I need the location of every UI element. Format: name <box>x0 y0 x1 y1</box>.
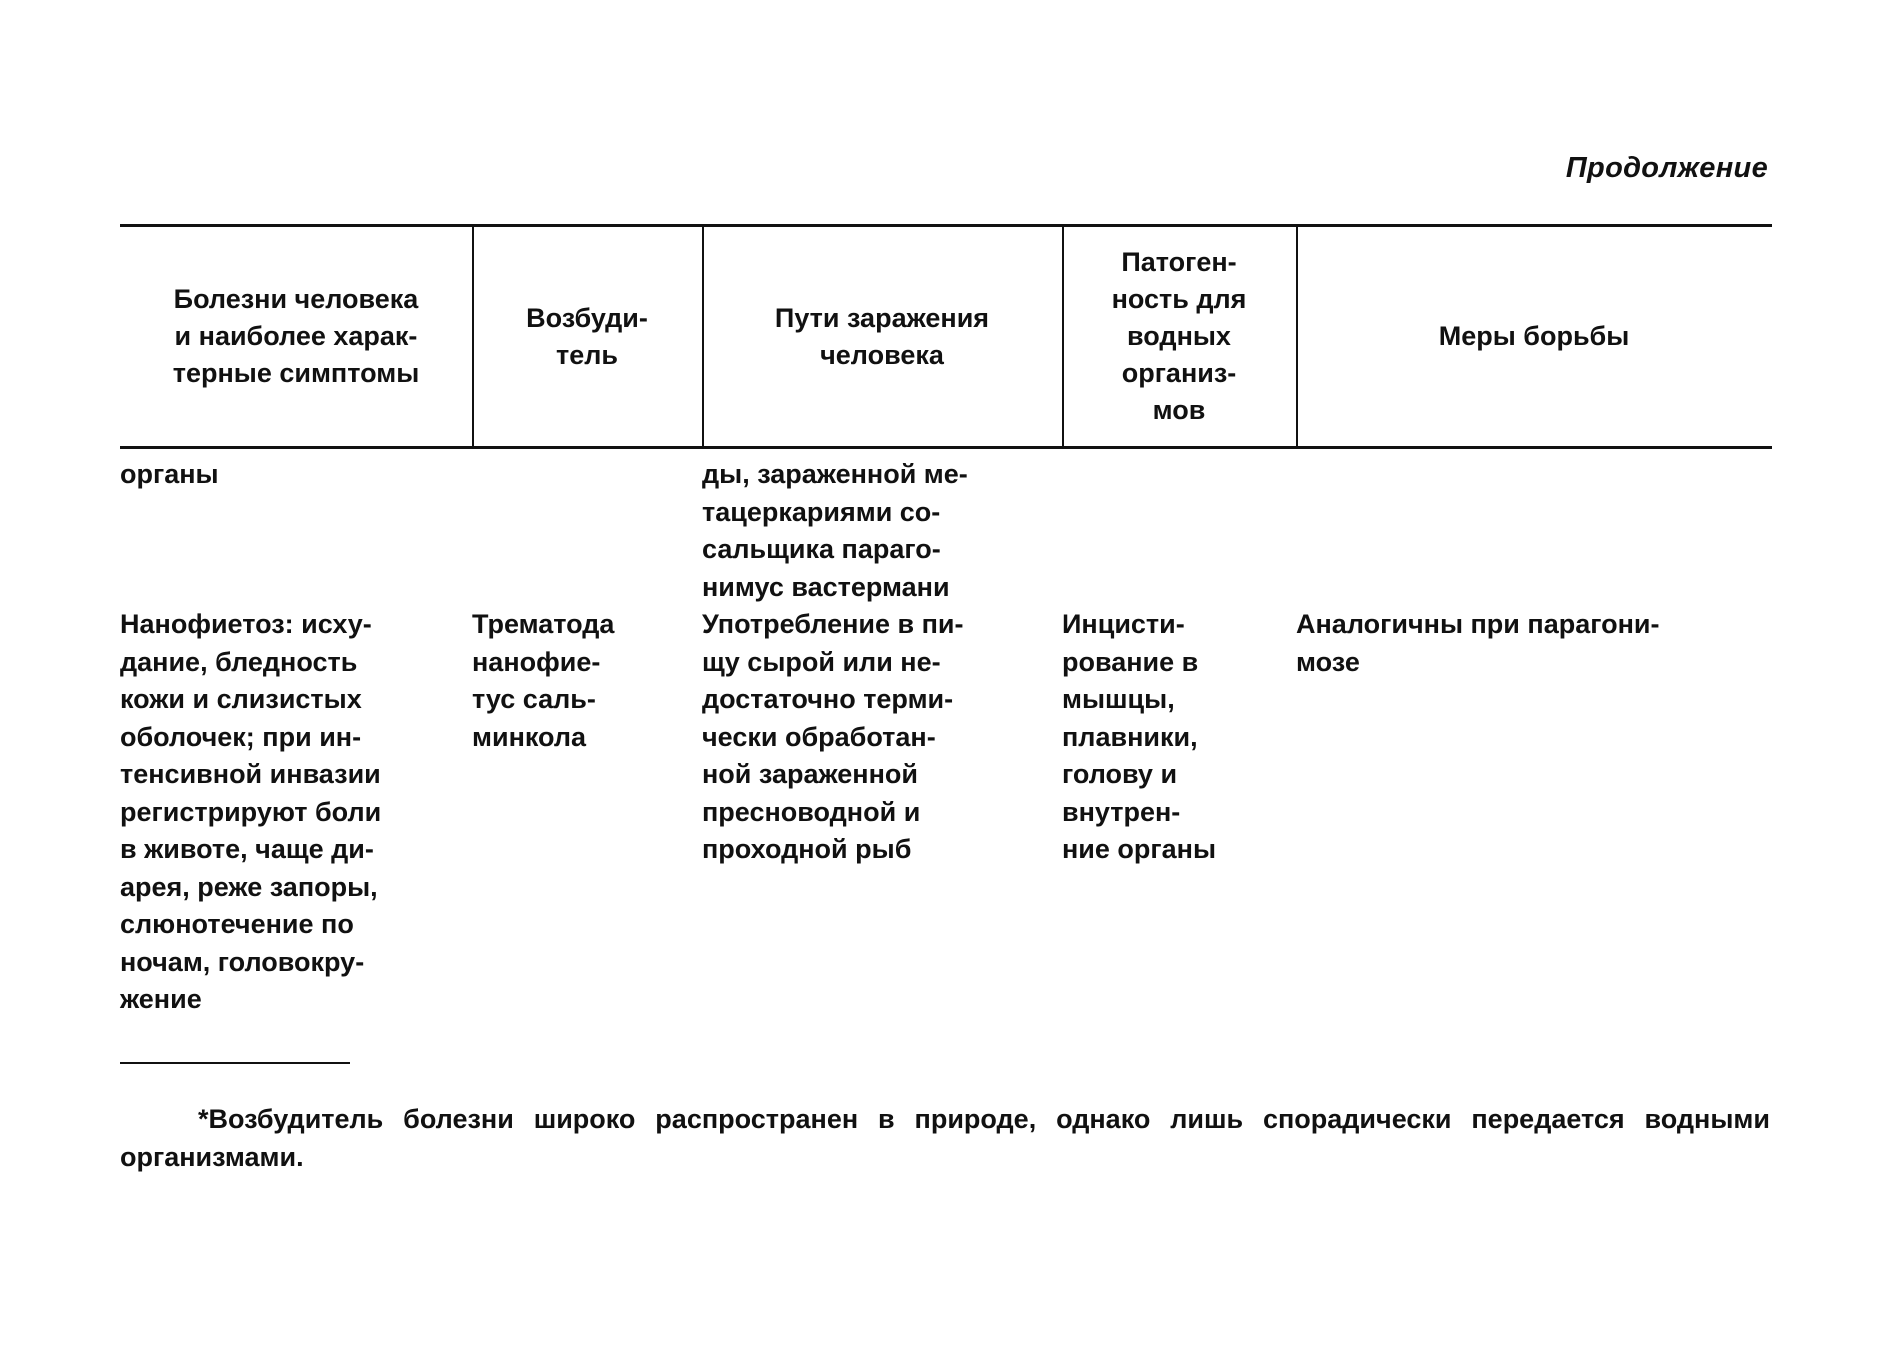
header-pathogen <box>472 227 702 446</box>
header-infection-routes <box>702 227 1062 446</box>
header-diseases <box>120 227 472 446</box>
cell-diseases: органы <box>120 459 219 489</box>
cell-diseases: Нанофиетоз: исху- дание, бледность кожи и слизистых оболочек; при ин- тенсивной инвазии регистрируют боли в животе, чаще ди- арея, реже запоры, слюнотечение по ночам, головокру- жение <box>120 609 382 1014</box>
header-control-measures <box>1296 227 1772 446</box>
header-pathogenicity <box>1062 227 1296 446</box>
cell-pathogenicity: Инцисти- рование в мышцы, плавники, голову и внутрен- ние органы <box>1062 609 1217 864</box>
table-header <box>120 224 1772 449</box>
header-pathogen-text: Возбуди- тель <box>526 302 648 370</box>
header-diseases-text: Болезни человека и наиболее харак- терные симптомы <box>172 284 420 388</box>
cell-pathogen: Трематода нанофие- тус саль- минкола <box>472 609 615 752</box>
header-infection-routes-text: Пути заражения человека <box>774 302 990 370</box>
continuation-label: Продолжение <box>1565 152 1768 184</box>
cell-control-measures: Аналогичны при парагони- мозе <box>1296 609 1660 677</box>
column-divider <box>702 227 704 446</box>
footnote: *Возбудитель болезни широко распространен в природе, однако лишь спорадически передается водными организмами. <box>120 1104 1770 1172</box>
header-pathogenicity-text: Патоген- ность для водных организ- мов <box>1111 247 1247 425</box>
column-divider <box>1062 227 1064 446</box>
header-control-measures-text: Меры борьбы <box>1438 321 1630 351</box>
column-divider <box>1296 227 1298 446</box>
column-divider <box>472 227 474 446</box>
cell-infection-routes: ды, зараженной ме- тацеркариями со- сальщика параго- нимус вастермани <box>702 459 968 602</box>
cell-infection-routes: Употребление в пи- щу сырой или не- достаточно терми- чески обработан- ной зараженной пресноводной и проходной рыб <box>702 609 964 864</box>
disease-table <box>120 224 1772 1014</box>
footnote-rule <box>120 1062 350 1064</box>
